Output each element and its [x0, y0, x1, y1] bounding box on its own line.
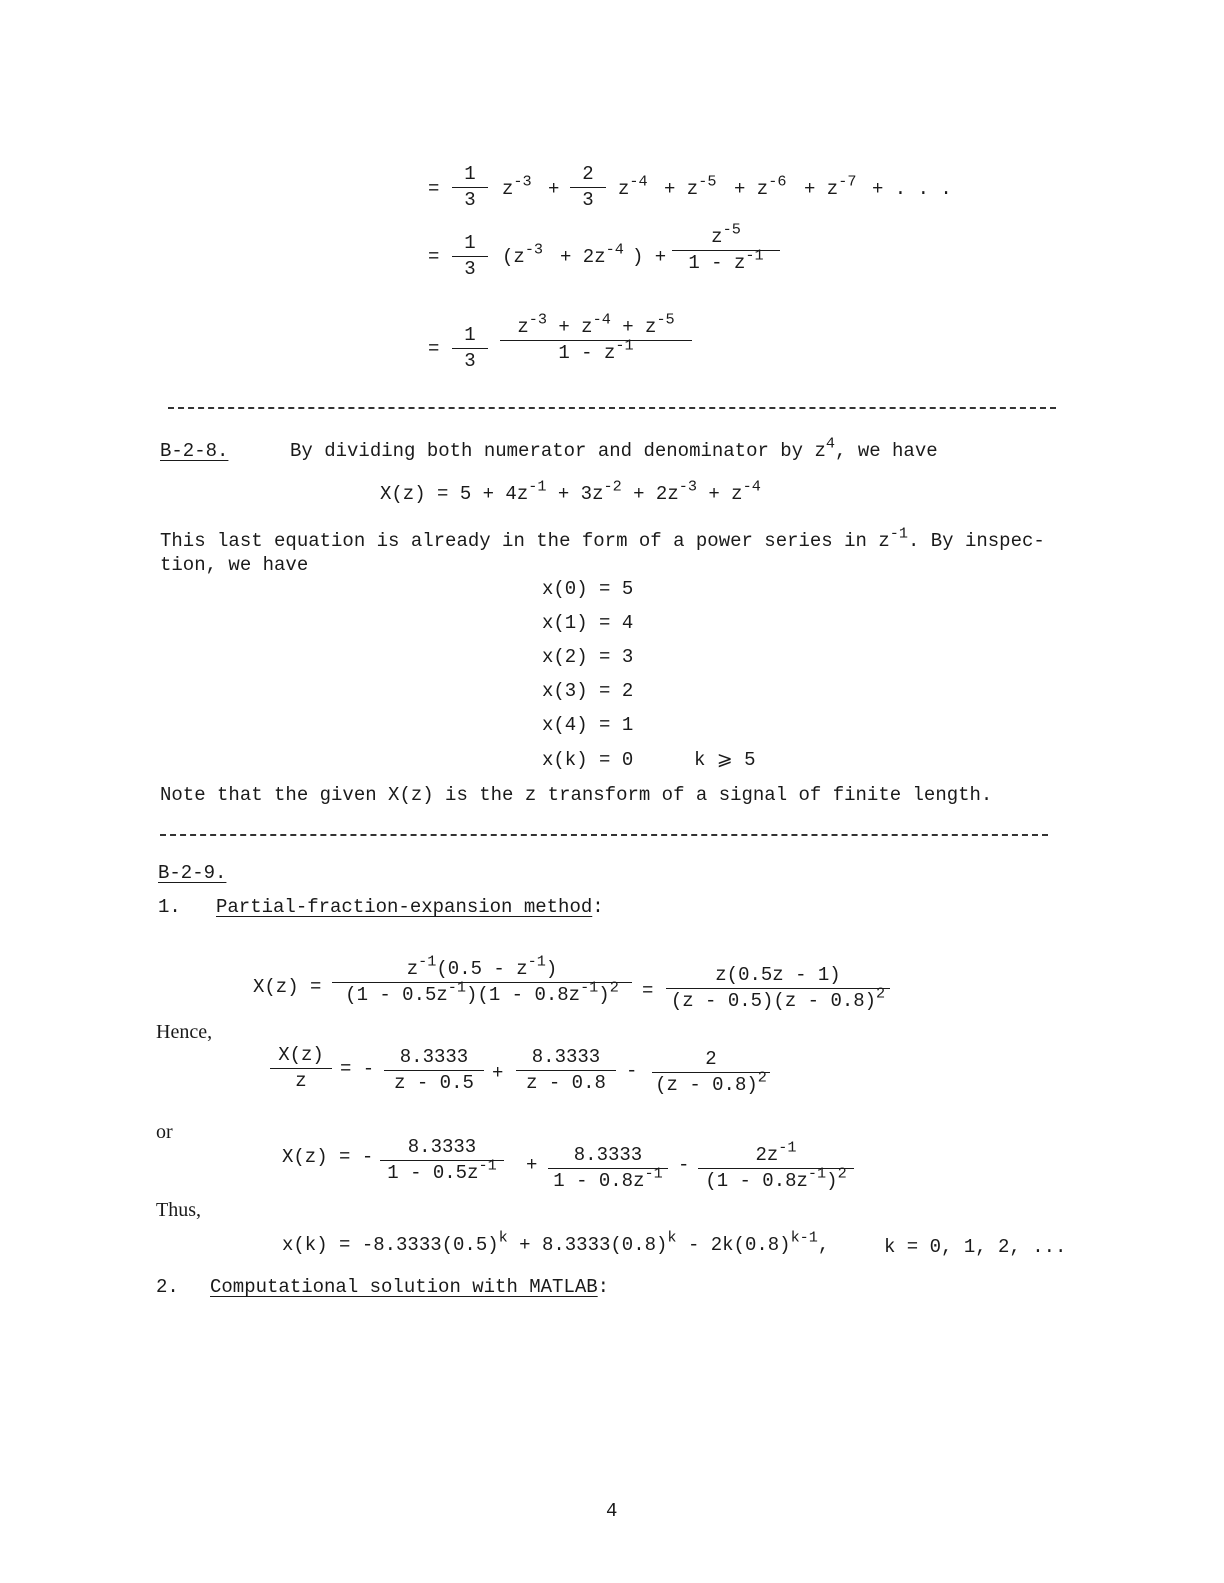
value-line: x(0) = 5 — [542, 578, 634, 600]
minus-sign: - — [678, 1154, 690, 1176]
value-line: x(k) = 0 — [542, 749, 634, 771]
or-label: or — [156, 1121, 173, 1143]
numerator: X(z) — [278, 1044, 324, 1066]
paragraph-line: tion, we have — [160, 554, 309, 576]
intro-text: By dividing both numerator and denominator by $z^4$, we have — [290, 434, 938, 462]
equals-sign: = — [428, 178, 440, 200]
thus-label: Thus, — [156, 1199, 201, 1221]
numerator: 1 — [464, 232, 476, 254]
denominator: $1 - 0.8z^{-1}$ — [553, 1164, 663, 1192]
numerator: $z^{-1}(0.5 - z^{-1})$ — [406, 952, 558, 980]
fraction-term — [698, 1138, 854, 1192]
paragraph-line: This last equation is already in the form of a power series in $z^{-1}$. By inspec- — [160, 524, 1045, 552]
denominator: 3 — [464, 189, 476, 211]
denominator: $(1 - 0.8z^{-1})^2$ — [705, 1164, 847, 1192]
value-line: x(2) = 3 — [542, 646, 634, 668]
fraction-term — [652, 1050, 770, 1095]
numerator: 2 — [705, 1048, 717, 1070]
hence-label: Hence, — [156, 1021, 213, 1043]
item-title: Computational solution with MATLAB: — [210, 1276, 610, 1298]
value-line: x(1) = 4 — [542, 612, 634, 634]
page-number: 4 — [606, 1500, 618, 1522]
denominator: z - 0.8 — [526, 1072, 606, 1094]
denominator: $1 - z^{-1}$ — [688, 246, 764, 274]
value-line: x(4) = 1 — [542, 714, 634, 736]
term: + $z^{-7}$ — [804, 172, 857, 200]
plus-sign: + — [526, 1154, 538, 1176]
equals-sign: = — [428, 246, 440, 268]
ellipsis: + . . . — [872, 178, 952, 200]
item-number: 1. — [158, 896, 181, 918]
term: + $z^{-6}$ — [734, 172, 787, 200]
numerator: 1 — [464, 163, 476, 185]
numerator: 8.3333 — [407, 1136, 477, 1158]
denominator: (z - 0.5)(z - 0.8)$^2$ — [670, 984, 886, 1012]
fraction-term — [380, 1138, 504, 1183]
denominator: 3 — [582, 189, 594, 211]
term: + $2z^{-4}$ — [560, 240, 624, 268]
term: $z^{-3}$ — [502, 172, 532, 200]
denominator: z — [295, 1070, 307, 1092]
fraction-one-third — [452, 326, 488, 371]
result-equation: $x(k) = -8.3333(0.5)^k + 8.3333(0.8)^k - 2k(0.8)^{k-1}$, — [282, 1228, 830, 1256]
term: ) + — [632, 246, 667, 268]
condition: k ⩾ 5 — [694, 749, 756, 771]
problem-label: B-2-9. — [158, 862, 227, 884]
numerator: 2 — [582, 163, 594, 185]
fraction-geometric — [672, 220, 780, 274]
fraction-one-third — [452, 234, 488, 279]
denominator: 3 — [464, 258, 476, 280]
numerator: 8.3333 — [399, 1046, 469, 1068]
fraction-two-thirds — [570, 165, 606, 210]
problem-label: B-2-8. — [160, 440, 229, 462]
denominator: z - 0.5 — [394, 1072, 474, 1094]
term: + $z^{-5}$ — [664, 172, 717, 200]
plus-sign: + — [492, 1062, 504, 1084]
equals-sign: = — [642, 980, 654, 1002]
note-text: Note that the given X(z) is the z transform of a signal of finite length. — [160, 784, 993, 806]
numerator: 1 — [464, 324, 476, 346]
numerator: 8.3333 — [531, 1046, 601, 1068]
numerator: z(0.5z - 1) — [715, 964, 841, 986]
fraction-xz-original — [332, 952, 632, 1006]
fraction-xz-over-z — [270, 1046, 332, 1091]
xz-lhs-minus: X(z) = - — [282, 1146, 374, 1168]
term: ($z^{-3}$ — [502, 240, 544, 268]
minus-sign: - — [626, 1060, 638, 1082]
value-line: x(3) = 2 — [542, 680, 634, 702]
xz-lhs: X(z) = — [253, 976, 322, 998]
fraction-one-third — [452, 165, 488, 210]
numerator: $z^{-5}$ — [711, 220, 741, 248]
fraction-xz-z-form — [666, 966, 890, 1011]
item-title: Partial-fraction-expansion method: — [216, 896, 604, 918]
denominator: (z - 0.8)$^2$ — [655, 1068, 767, 1096]
section-divider — [168, 407, 1056, 409]
denominator: $1 - z^{-1}$ — [558, 336, 634, 364]
numerator: $2z^{-1}$ — [755, 1138, 797, 1166]
denominator: $(1 - 0.5z^{-1})(1 - 0.8z^{-1})^2$ — [345, 978, 619, 1006]
equals-minus: = - — [340, 1058, 375, 1080]
equation-xz: $X(z) = 5 + 4z^{-1} + 3z^{-2} + 2z^{-3} + z^{-4}$ — [380, 477, 761, 505]
denominator: $1 - 0.5z^{-1}$ — [387, 1156, 497, 1184]
item-number: 2. — [156, 1276, 179, 1298]
term: $z^{-4}$ — [618, 172, 648, 200]
numerator: 8.3333 — [573, 1144, 643, 1166]
denominator: 3 — [464, 350, 476, 372]
numerator: $z^{-3} + z^{-4} + z^{-5}$ — [517, 310, 675, 338]
plus-sign: + — [548, 178, 560, 200]
fraction-term — [516, 1048, 616, 1093]
fraction-term — [384, 1048, 484, 1093]
fraction-combined — [500, 310, 692, 364]
section-divider — [160, 834, 1048, 836]
equals-sign: = — [428, 338, 440, 360]
result-range: k = 0, 1, 2, ... — [884, 1236, 1067, 1258]
fraction-term — [548, 1146, 668, 1191]
